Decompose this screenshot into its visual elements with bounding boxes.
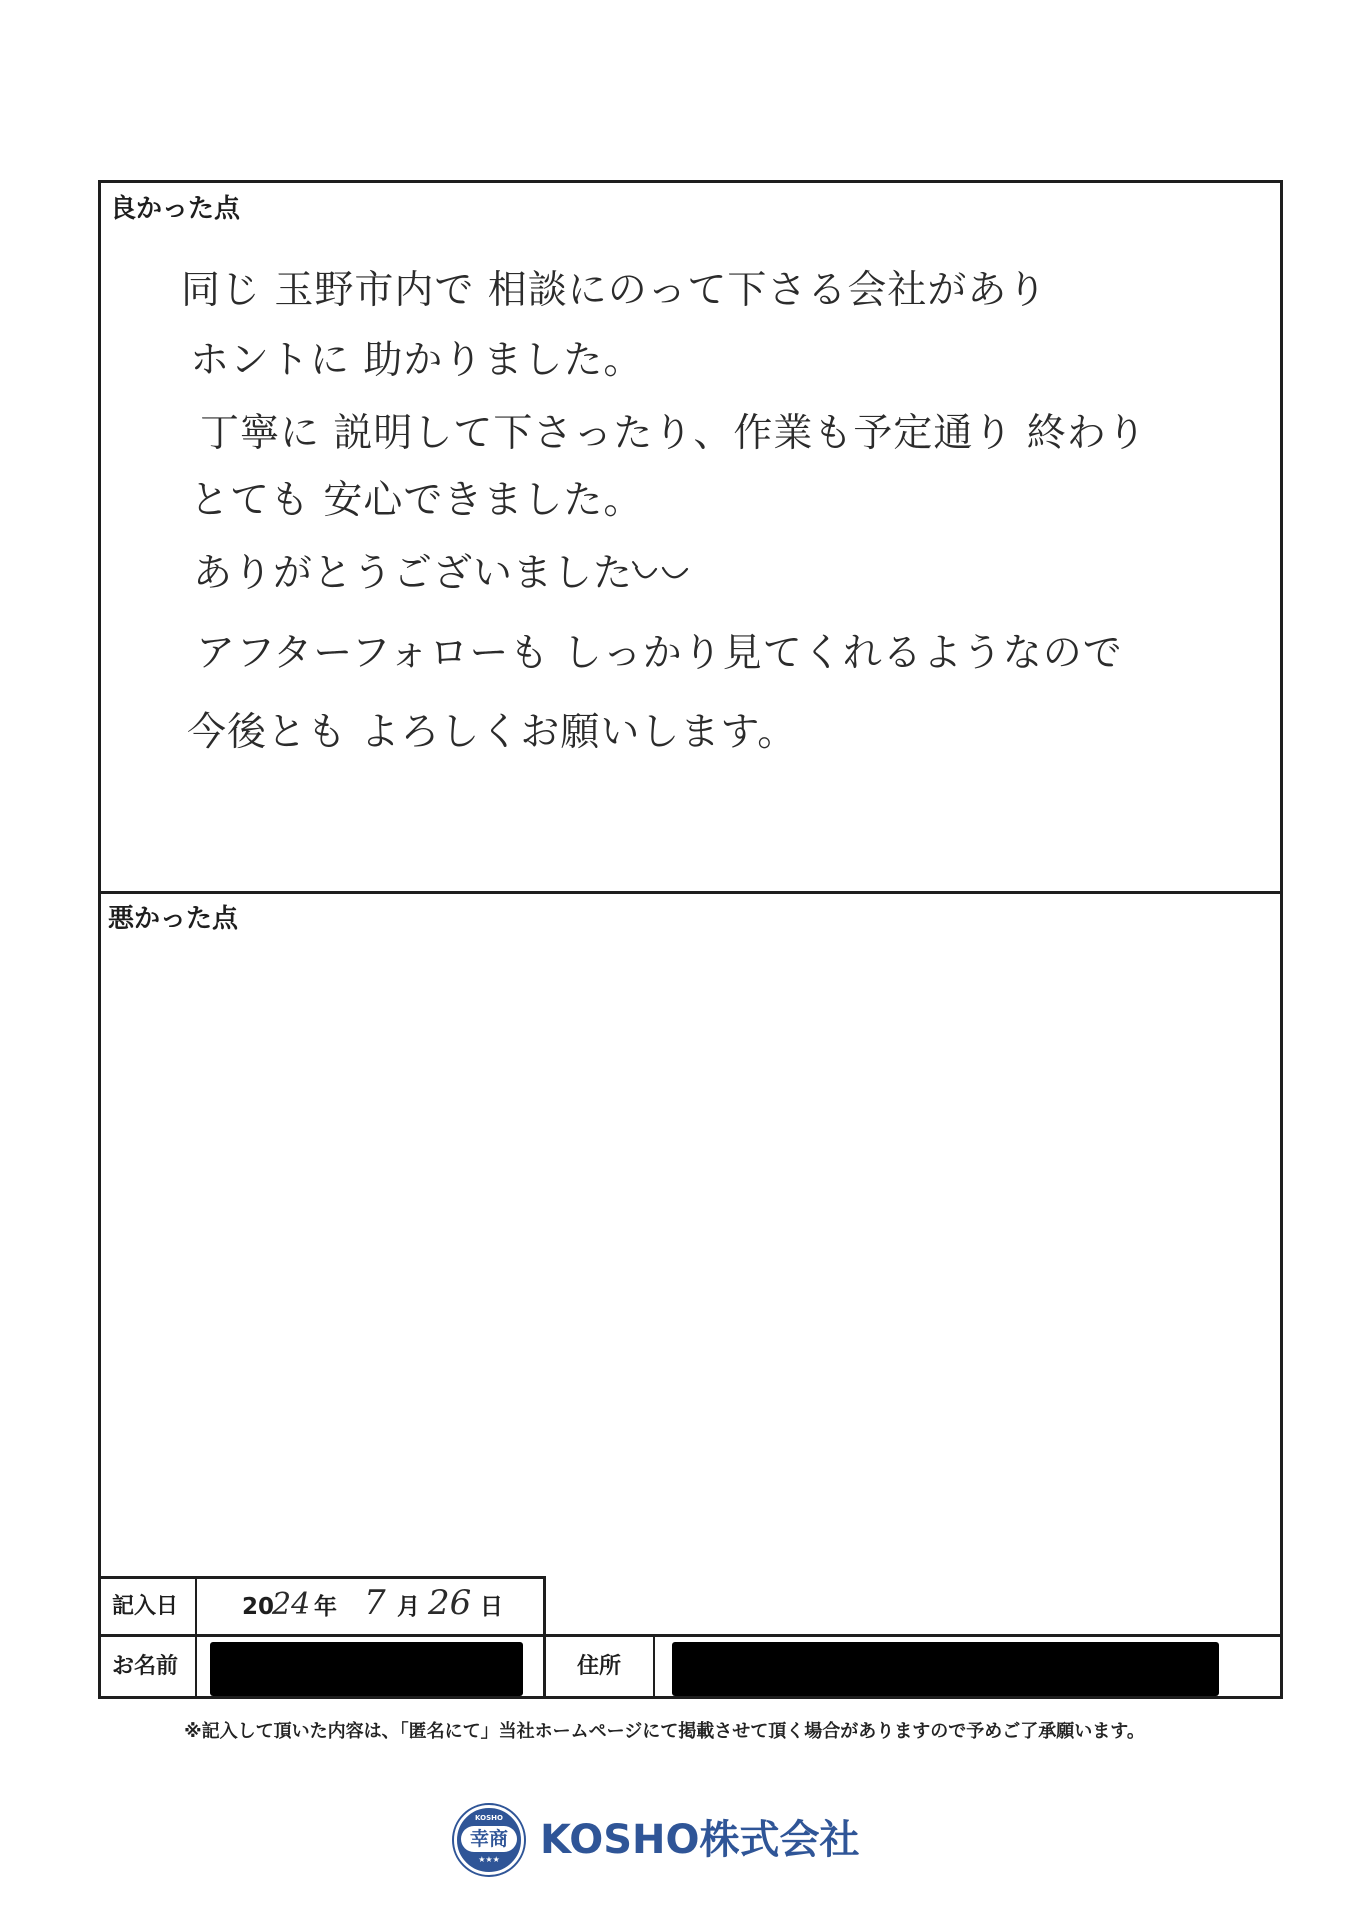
- name-redaction-box: [210, 1642, 523, 1696]
- good-points-label: 良かった点: [110, 194, 241, 224]
- entry-date-year-unit: 年: [314, 1594, 337, 1620]
- entry-date-month: 7: [364, 1583, 386, 1623]
- address-redaction-box: [672, 1642, 1219, 1696]
- date-row-top-border: [98, 1576, 546, 1579]
- name-label: お名前: [112, 1654, 179, 1679]
- address-label-border: [653, 1634, 655, 1699]
- name-row-top-border: [98, 1634, 1283, 1637]
- feedback-form: [98, 180, 1283, 1699]
- handwritten-line: ホントに 助かりました。: [190, 338, 644, 383]
- logo-stars: ★★★: [478, 1855, 500, 1864]
- date-cell-right-border: [543, 1576, 546, 1699]
- bad-points-label: 悪かった点: [108, 904, 239, 934]
- entry-date-year-handwritten: 24: [272, 1587, 311, 1622]
- entry-date-day: 26: [428, 1583, 472, 1623]
- publication-notice: ※記入して頂いた内容は、「匿名にて」当社ホームページにて掲載させて頂く場合がありますので予めご了承願います。: [184, 1721, 1145, 1742]
- logo-top-text: KOSHO: [475, 1814, 503, 1822]
- handwritten-line: ありがとうございました: [193, 551, 634, 596]
- handwritten-line: 丁寧に 説明して下さったり、作業も予定通り 終わり: [200, 411, 1147, 456]
- handwritten-line: とても 安心できました。: [190, 478, 644, 523]
- entry-date-year-prefix: 20: [242, 1594, 275, 1620]
- entry-date-label: 記入日: [112, 1594, 179, 1619]
- company-logo: [454, 1805, 524, 1875]
- logo-main-text: 幸商: [461, 1826, 517, 1852]
- entry-date-month-unit: 月: [397, 1594, 420, 1620]
- smile-doodle-icon: [630, 558, 692, 590]
- handwritten-line: 同じ 玉野市内で 相談にのって下さる会社があり: [181, 268, 1048, 313]
- handwritten-line: アフターフォローも しっかり見てくれるようなので: [196, 631, 1123, 676]
- address-label: 住所: [577, 1654, 622, 1679]
- section-divider: [98, 891, 1283, 894]
- handwritten-line: 今後とも よろしくお願いします。: [187, 710, 798, 755]
- company-name: KOSHO株式会社: [540, 1817, 860, 1863]
- label-column-border: [195, 1576, 197, 1699]
- entry-date-day-unit: 日: [480, 1594, 503, 1620]
